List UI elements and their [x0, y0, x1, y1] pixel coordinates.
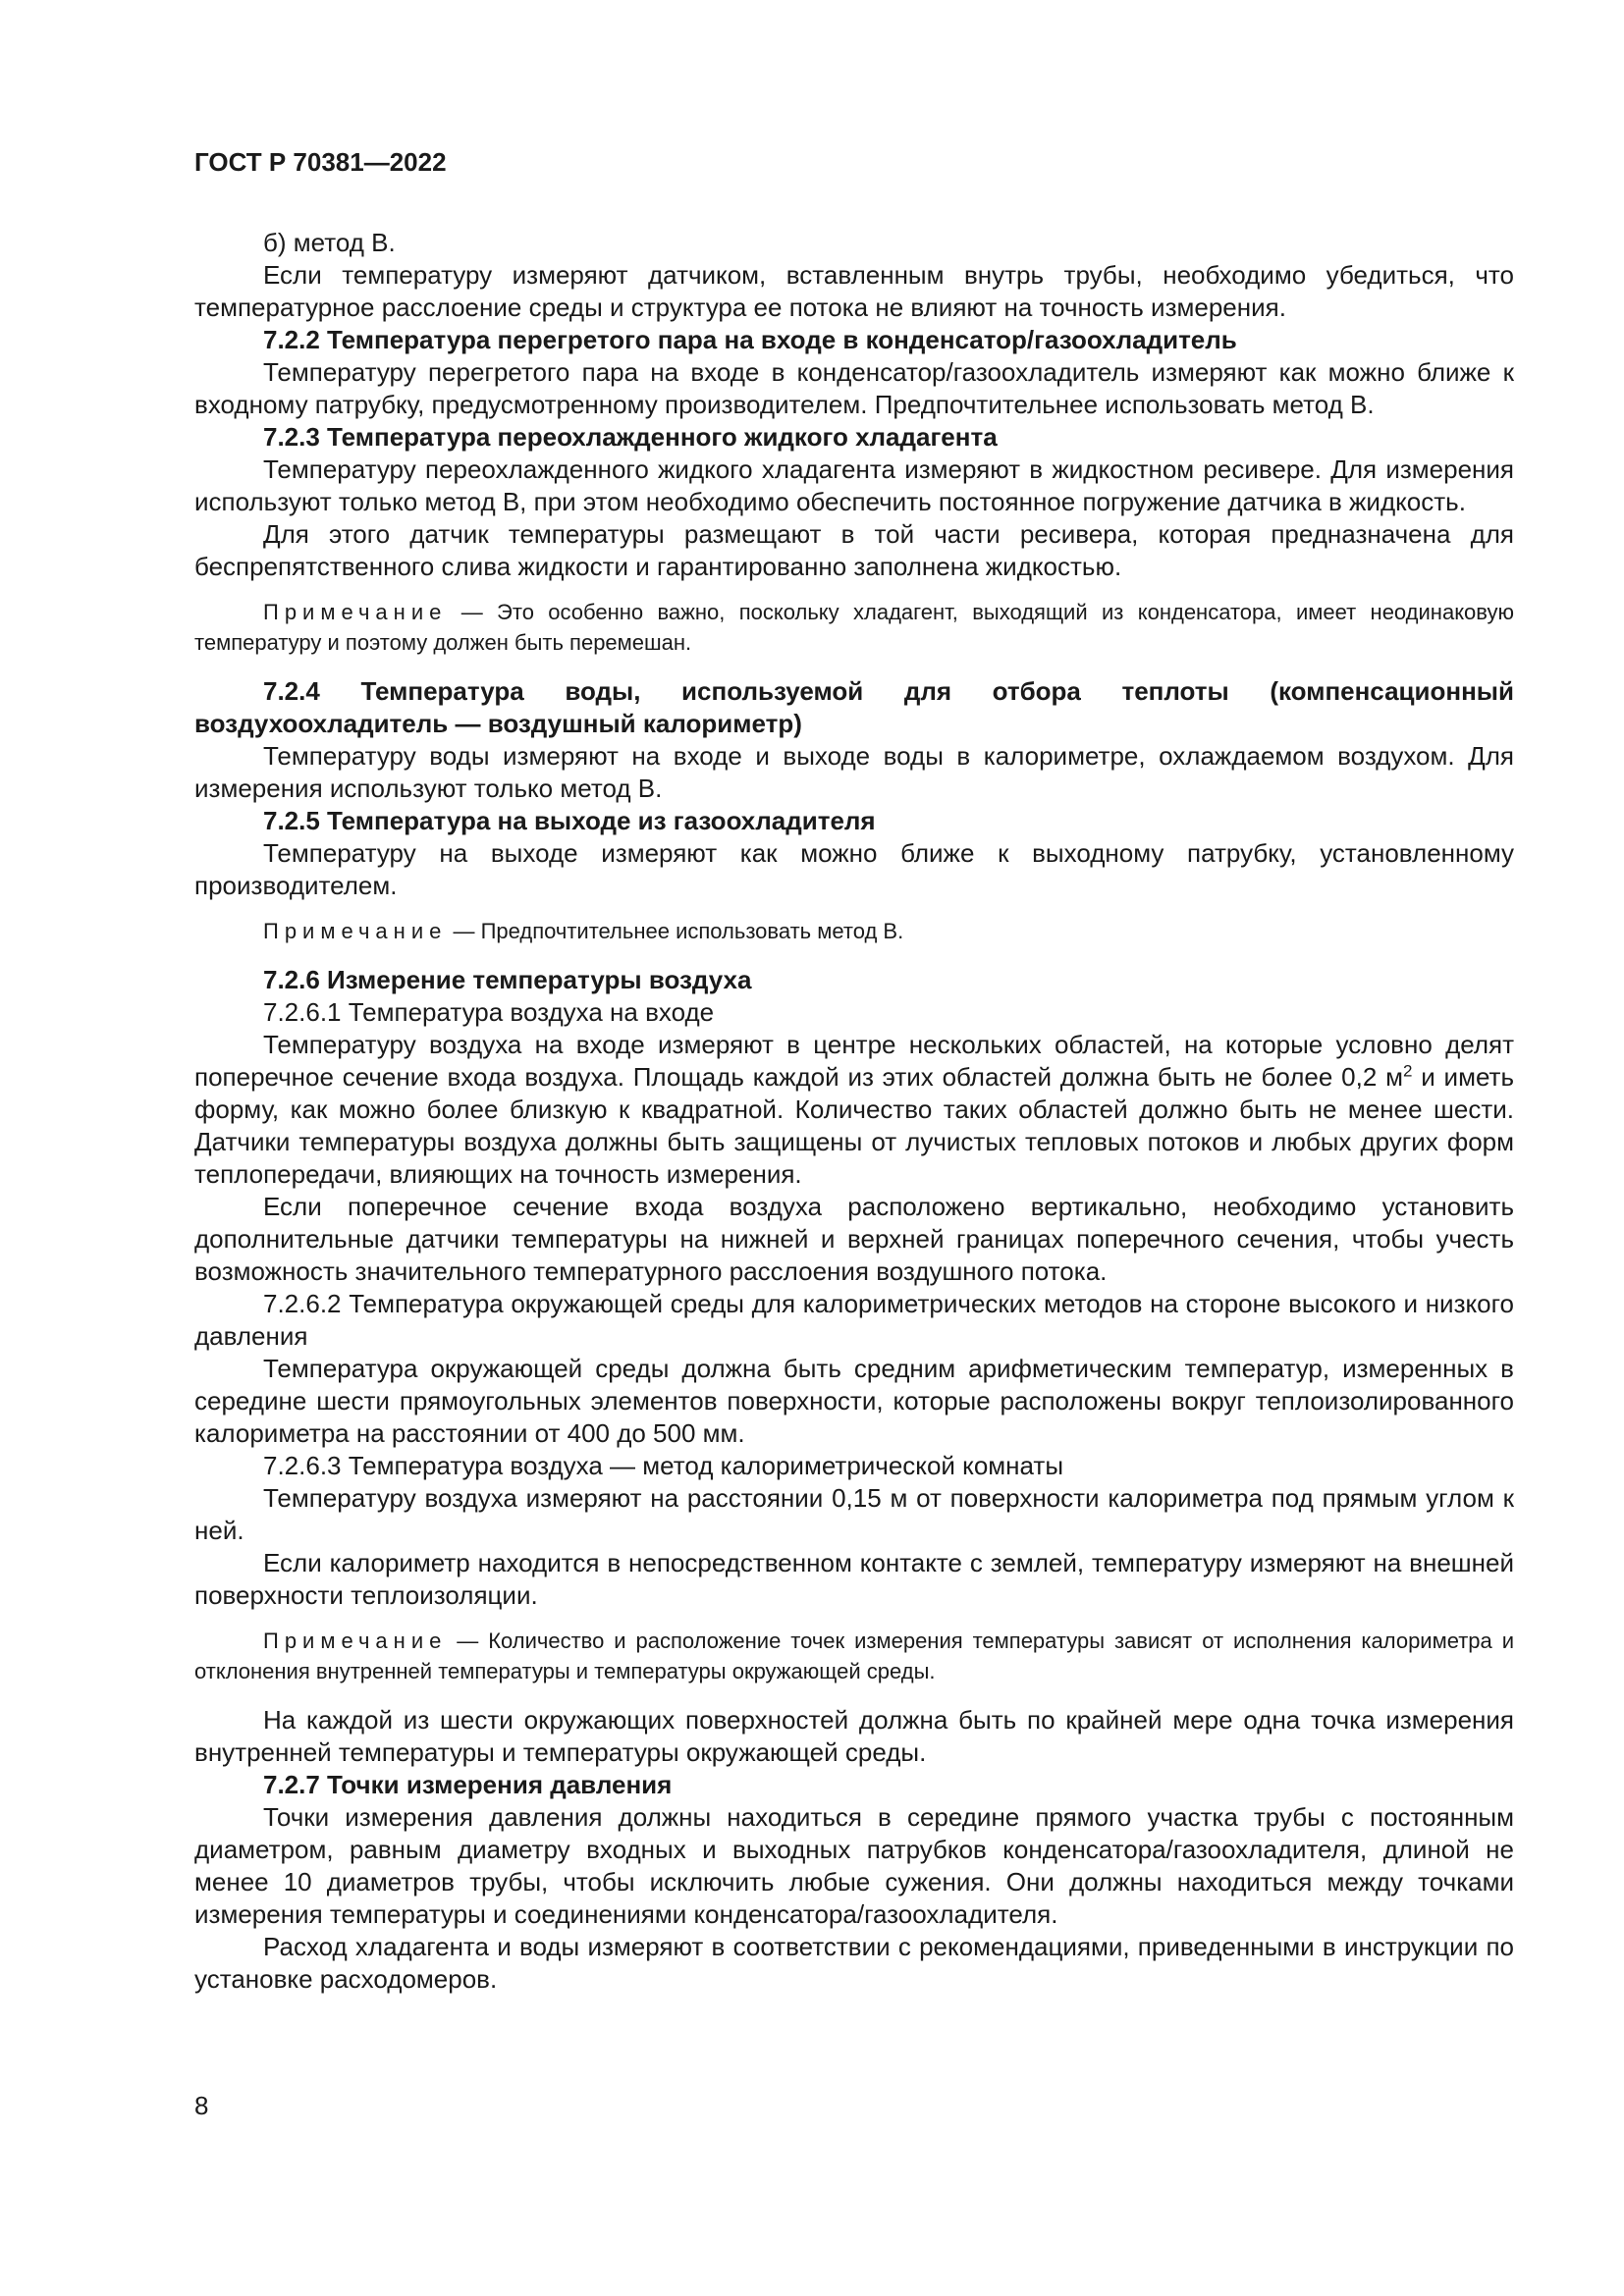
paragraph-text: Температуру воздуха на входе измеряют в центре нескольких областей, на которые условно делят поперечное сечение входа воздуха. Площадь каждой из этих областей должна быть не более 0,2 м: [194, 1030, 1514, 1092]
paragraph: Расход хладагента и воды измеряют в соответствии с рекомендациями, приведенными в инструкции по установке расходомеров.: [194, 1932, 1514, 1994]
subsection-title: 7.2.6.2 Температура окружающей среды для калориметрических методов на стороне высокого и низкого давления: [194, 1289, 1514, 1351]
section-heading: 7.2.5 Температура на выходе из газоохладителя: [263, 806, 876, 835]
paragraph: Для этого датчик температуры размещают в той части ресивера, которая предназначена для беспрепятственного слива жидкости и гарантированно заполнена жидкостью.: [194, 519, 1514, 581]
paragraph: На каждой из шести окружающих поверхностей должна быть по крайней мере одна точка измерения внутренней температуры и температуры окружающей среды.: [194, 1705, 1514, 1767]
note-text: — Это особенно важно, поскольку хладагент, выходящий из конденсатора, имеет неодинаковую температуру и поэтому должен быть перемешан.: [194, 600, 1514, 655]
note-text: — Количество и расположение точек измерения температуры зависят от исполнения калориметра и отклонения внутренней температуры и температуры окружающей среды.: [194, 1629, 1514, 1683]
paragraph: Температуру переохлажденного жидкого хладагента измеряют в жидкостном ресивере. Для измерения используют только метод В, при этом необходимо обеспечить постоянное погружение датчика в жидкость.: [194, 454, 1514, 516]
paragraph: Температура окружающей среды должна быть средним арифметическим температур, измеренных в середине шести прямоугольных элементов поверхности, которые расположены вокруг теплоизолированного калориметра на расстоянии от 400 до 500 мм.: [194, 1354, 1514, 1448]
note-text: — Предпочтительнее использовать метод В.: [447, 919, 904, 943]
note: [194, 597, 1514, 658]
page-number: 8: [194, 2091, 209, 2120]
document-header: ГОСТ Р 70381—2022: [194, 147, 447, 177]
section-heading: 7.2.4 Температура воды, используемой для отбора теплоты (компенсационный воздухоохладитель — воздушный калориметр): [194, 676, 1514, 738]
paragraph: б) метод В.: [263, 228, 396, 257]
note-label: Примечание: [263, 600, 448, 624]
paragraph: Температуру воздуха измеряют на расстоянии 0,15 м от поверхности калориметра под прямым углом к ней.: [194, 1483, 1514, 1545]
section-heading: 7.2.6 Измерение температуры воздуха: [263, 965, 752, 994]
paragraph: Температуру на выходе измеряют как можно ближе к выходному патрубку, установленному производителем.: [194, 838, 1514, 900]
paragraph: Точки измерения давления должны находиться в середине прямого участка трубы с постоянным диаметром, равным диаметру входных и выходных патрубков конденсатора/газоохладителя, длиной не менее 10 диаметров трубы, чтобы исключить любые сужения. Они должны находиться между точками измерения температуры и соединениями конденсатора/газоохладителя.: [194, 1802, 1514, 1929]
subsection-title: 7.2.6.1 Температура воздуха на входе: [263, 997, 715, 1027]
note: [194, 1626, 1514, 1686]
paragraph: Если калориметр находится в непосредственном контакте с землей, температуру измеряют на внешней поверхности теплоизоляции.: [194, 1548, 1514, 1610]
document-page: [194, 147, 1514, 1996]
section-heading: 7.2.7 Точки измерения давления: [263, 1770, 673, 1799]
note: [194, 916, 1514, 946]
paragraph: Температуру перегретого пара на входе в конденсатор/газоохладитель измеряют как можно ближе к входному патрубку, предусмотренному производителем. Предпочтительнее использовать метод В.: [194, 357, 1514, 419]
paragraph-tail: и иметь форму, как можно более близкую к квадратной. Количество таких областей должно быть не менее шести. Датчики температуры воздуха должны быть защищены от лучистых тепловых потоков и любых других форм теплопередачи, влияющих на точность измерения.: [194, 1062, 1514, 1189]
paragraph: Если поперечное сечение входа воздуха расположено вертикально, необходимо установить дополнительные датчики температуры на нижней и верхней границах поперечного сечения, чтобы учесть возможность значительного температурного расслоения воздушного потока.: [194, 1192, 1514, 1286]
paragraph: Температуру воды измеряют на входе и выходе воды в калориметре, охлаждаемом воздухом. Для измерения используют только метод В.: [194, 741, 1514, 803]
note-label: Примечание: [263, 919, 448, 943]
subsection-title: 7.2.6.3 Температура воздуха — метод калориметрической комнаты: [263, 1451, 1064, 1480]
section-heading: 7.2.3 Температура переохлажденного жидкого хладагента: [263, 422, 998, 452]
note-label: Примечание: [263, 1629, 448, 1653]
paragraph: Если температуру измеряют датчиком, вставленным внутрь трубы, необходимо убедиться, что температурное расслоение среды и структура ее потока не влияют на точность измерения.: [194, 260, 1514, 322]
superscript: 2: [1402, 1061, 1413, 1081]
paragraph: [194, 1029, 1514, 1191]
section-heading: 7.2.2 Температура перегретого пара на входе в конденсатор/газоохладитель: [263, 325, 1237, 354]
